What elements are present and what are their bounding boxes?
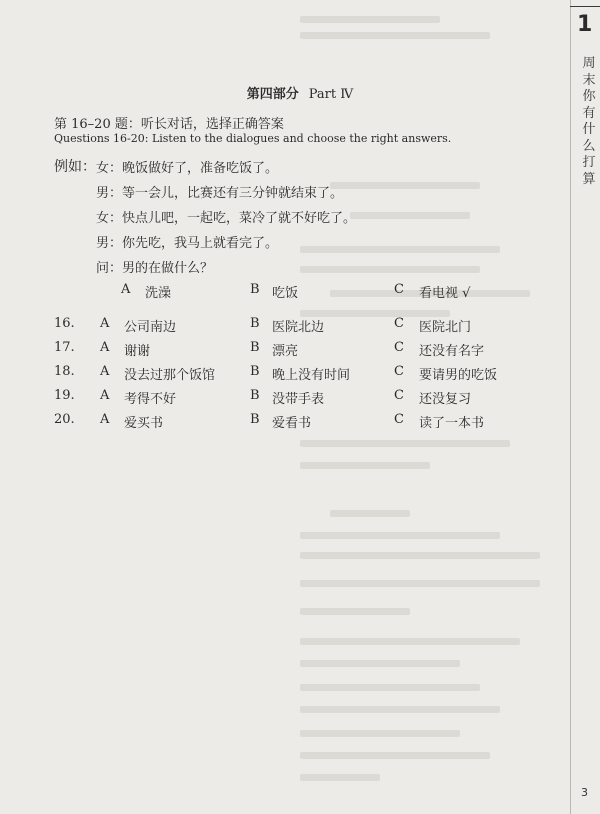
question-row: [0, 364, 560, 384]
bleed-through: [330, 182, 480, 189]
bleed-through: [300, 266, 480, 273]
option-letter: B: [250, 388, 260, 403]
question-row: [0, 412, 560, 432]
option-text: 吃饭: [272, 286, 299, 301]
option-text: 漂亮: [272, 344, 299, 359]
option-text: 要请男的吃饭: [419, 368, 498, 383]
section-title-en: Part Ⅳ: [308, 87, 354, 102]
chapter-title-char: 打: [582, 155, 596, 170]
instructions-cn: 第 16–20 题：听长对话，选择正确答案: [54, 117, 284, 132]
option-letter: C: [394, 364, 404, 379]
bleed-through: [300, 552, 540, 559]
bleed-through: [300, 706, 500, 713]
option-text: 晚上没有时间: [272, 368, 351, 383]
option-text: 还没复习: [419, 392, 472, 407]
bleed-through: [300, 32, 490, 39]
margin-rule: [570, 0, 571, 814]
option-letter: C: [394, 282, 404, 297]
option-text: 洗澡: [145, 286, 172, 301]
margin-tick: [570, 6, 600, 7]
option-text: 考得不好: [124, 392, 177, 407]
bleed-through: [300, 684, 480, 691]
option-letter: A: [121, 282, 131, 297]
question-number: 18.: [54, 364, 75, 379]
dialogue-line: 男：等一会儿，比赛还有三分钟就结束了。: [96, 186, 344, 201]
bleed-through: [300, 752, 490, 759]
section-title-cn: 第四部分: [246, 87, 299, 102]
bleed-through: [300, 440, 510, 447]
bleed-through: [300, 730, 460, 737]
option-text: 没去过那个饭馆: [124, 368, 216, 383]
option-letter: A: [100, 316, 110, 331]
option-letter: B: [250, 316, 260, 331]
section-title: [0, 83, 600, 102]
question-number: 16.: [54, 316, 75, 331]
option-text: 爱买书: [124, 416, 164, 431]
chapter-title-char: 你: [582, 89, 596, 104]
chapter-title-char: 么: [582, 138, 596, 154]
option-letter: B: [250, 282, 260, 297]
option-text: 看电视 √: [419, 286, 471, 301]
example-options: [0, 282, 560, 302]
chapter-title-char: 末: [582, 72, 596, 88]
option-letter: A: [100, 388, 110, 403]
bleed-through: [300, 608, 410, 615]
bleed-through: [300, 580, 540, 587]
bleed-through: [350, 212, 470, 219]
page-number: 3: [581, 786, 588, 799]
dialogue-line: 女：晚饭做好了，准备吃饭了。: [96, 161, 279, 176]
chapter-title-char: 什: [582, 122, 596, 137]
option-letter: C: [394, 316, 404, 331]
option-text: 医院北边: [272, 320, 325, 335]
option-letter: A: [100, 412, 110, 427]
option-letter: B: [250, 340, 260, 355]
option-letter: A: [100, 340, 110, 355]
option-text: 谢谢: [124, 344, 151, 359]
option-letter: C: [394, 388, 404, 403]
chapter-title: [581, 56, 597, 188]
question-number: 20.: [54, 412, 75, 427]
bleed-through: [300, 660, 460, 667]
option-letter: B: [250, 412, 260, 427]
bleed-through: [300, 246, 500, 253]
instructions-en: Questions 16-20: Listen to the dialogues and choose the right answers.: [54, 132, 452, 145]
bleed-through: [300, 462, 430, 469]
option-text: 医院北门: [419, 320, 472, 335]
bleed-through: [300, 16, 440, 23]
question-row: [0, 316, 560, 336]
chapter-title-char: 算: [582, 171, 596, 187]
dialogue-line: 女：快点儿吧，一起吃，菜冷了就不好吃了。: [96, 211, 357, 226]
chapter-number: 1: [577, 12, 593, 37]
option-text: 还没有名字: [419, 344, 485, 359]
question-number: 19.: [54, 388, 75, 403]
option-letter: B: [250, 364, 260, 379]
bleed-through: [300, 532, 500, 539]
option-letter: C: [394, 412, 404, 427]
question-number: 17.: [54, 340, 75, 355]
option-text: 没带手表: [272, 392, 325, 407]
chapter-title-char: 周: [582, 56, 596, 71]
option-letter: C: [394, 340, 404, 355]
dialogue-question: 问：男的在做什么？: [96, 261, 214, 276]
bleed-through: [300, 774, 380, 781]
example-label: 例如：: [54, 159, 96, 175]
option-text: 读了一本书: [419, 416, 485, 431]
question-row: [0, 340, 560, 360]
option-text: 公司南边: [124, 320, 177, 335]
option-text: 爱看书: [272, 416, 312, 431]
bleed-through: [330, 510, 410, 517]
dialogue-line: 男：你先吃，我马上就看完了。: [96, 236, 279, 251]
bleed-through: [300, 638, 520, 645]
chapter-title-char: 有: [582, 105, 596, 121]
question-row: [0, 388, 560, 408]
option-letter: A: [100, 364, 110, 379]
